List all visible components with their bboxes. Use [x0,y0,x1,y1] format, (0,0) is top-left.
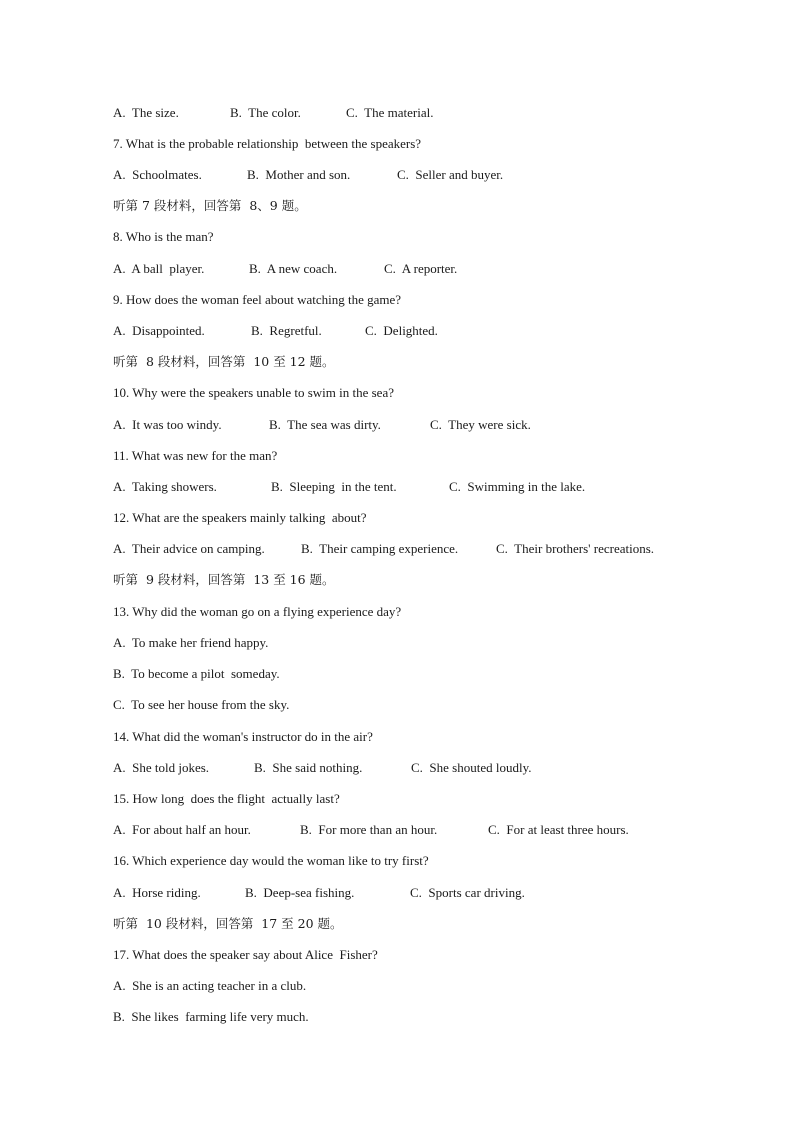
question-text: B. To become a pilot someday. [113,666,280,681]
answer-option: B. The color. [230,105,301,120]
answer-option: C. The material. [346,105,434,120]
answer-option: B. For more than an hour. [300,822,438,837]
answer-option: B. Mother and son. [247,167,351,182]
answer-option: A. For about half an hour. [113,822,251,837]
question-text: 8. Who is the man? [113,229,214,244]
answer-option: A. Horse riding. [113,885,201,900]
question-text: 11. What was new for the man? [113,448,278,463]
section-instruction: 听第 7 段材料，回答第 8、9 题。 [113,198,307,213]
question-text: A. She is an acting teacher in a club. [113,978,307,993]
question-text: 16. Which experience day would the woman like to try first? [113,853,429,868]
answer-option: A. Schoolmates. [113,167,202,182]
answer-option: C. She shouted loudly. [411,760,532,775]
question-text: C. To see her house from the sky. [113,697,290,712]
section-instruction: 听第 10 段材料，回答第 17 至 20 题。 [113,916,343,931]
answer-option: C. They were sick. [430,417,531,432]
answer-option: B. Their camping experience. [301,541,459,556]
answer-option: A. It was too windy. [113,417,222,432]
question-text: A. To make her friend happy. [113,635,269,650]
question-text: 10. Why were the speakers unable to swim in the sea? [113,385,394,400]
answer-option: C. A reporter. [384,261,458,276]
answer-option: C. Swimming in the lake. [449,479,586,494]
question-text: 14. What did the woman's instructor do in the air? [113,729,373,744]
answer-option: B. Sleeping in the tent. [271,479,397,494]
answer-option: C. Their brothers' recreations. [496,541,655,556]
question-text: 7. What is the probable relationship between the speakers? [113,136,422,151]
question-text: 9. How does the woman feel about watching the game? [113,292,402,307]
answer-option: C. Seller and buyer. [397,167,504,182]
question-text: 17. What does the speaker say about Alice Fisher? [113,947,378,962]
answer-option: B. The sea was dirty. [269,417,381,432]
question-text: 12. What are the speakers mainly talking about? [113,510,367,525]
answer-option: B. A new coach. [249,261,338,276]
answer-option: A. Their advice on camping. [113,541,265,556]
section-instruction: 听第 8 段材料，回答第 10 至 12 题。 [113,354,335,369]
answer-option: B. Deep-sea fishing. [245,885,355,900]
answer-option: C. For at least three hours. [488,822,629,837]
answer-option: C. Sports car driving. [410,885,525,900]
answer-option: B. She said nothing. [254,760,363,775]
answer-option: A. A ball player. [113,261,205,276]
question-text: 13. Why did the woman go on a flying experience day? [113,604,402,619]
question-text: B. She likes farming life very much. [113,1009,309,1024]
question-text: 15. How long does the flight actually last? [113,791,340,806]
answer-option: B. Regretful. [251,323,322,338]
answer-option: A. Disappointed. [113,323,205,338]
section-instruction: 听第 9 段材料，回答第 13 至 16 题。 [113,572,335,587]
answer-option: A. She told jokes. [113,760,210,775]
answer-option: A. The size. [113,105,179,120]
answer-option: C. Delighted. [365,323,438,338]
answer-option: A. Taking showers. [113,479,217,494]
